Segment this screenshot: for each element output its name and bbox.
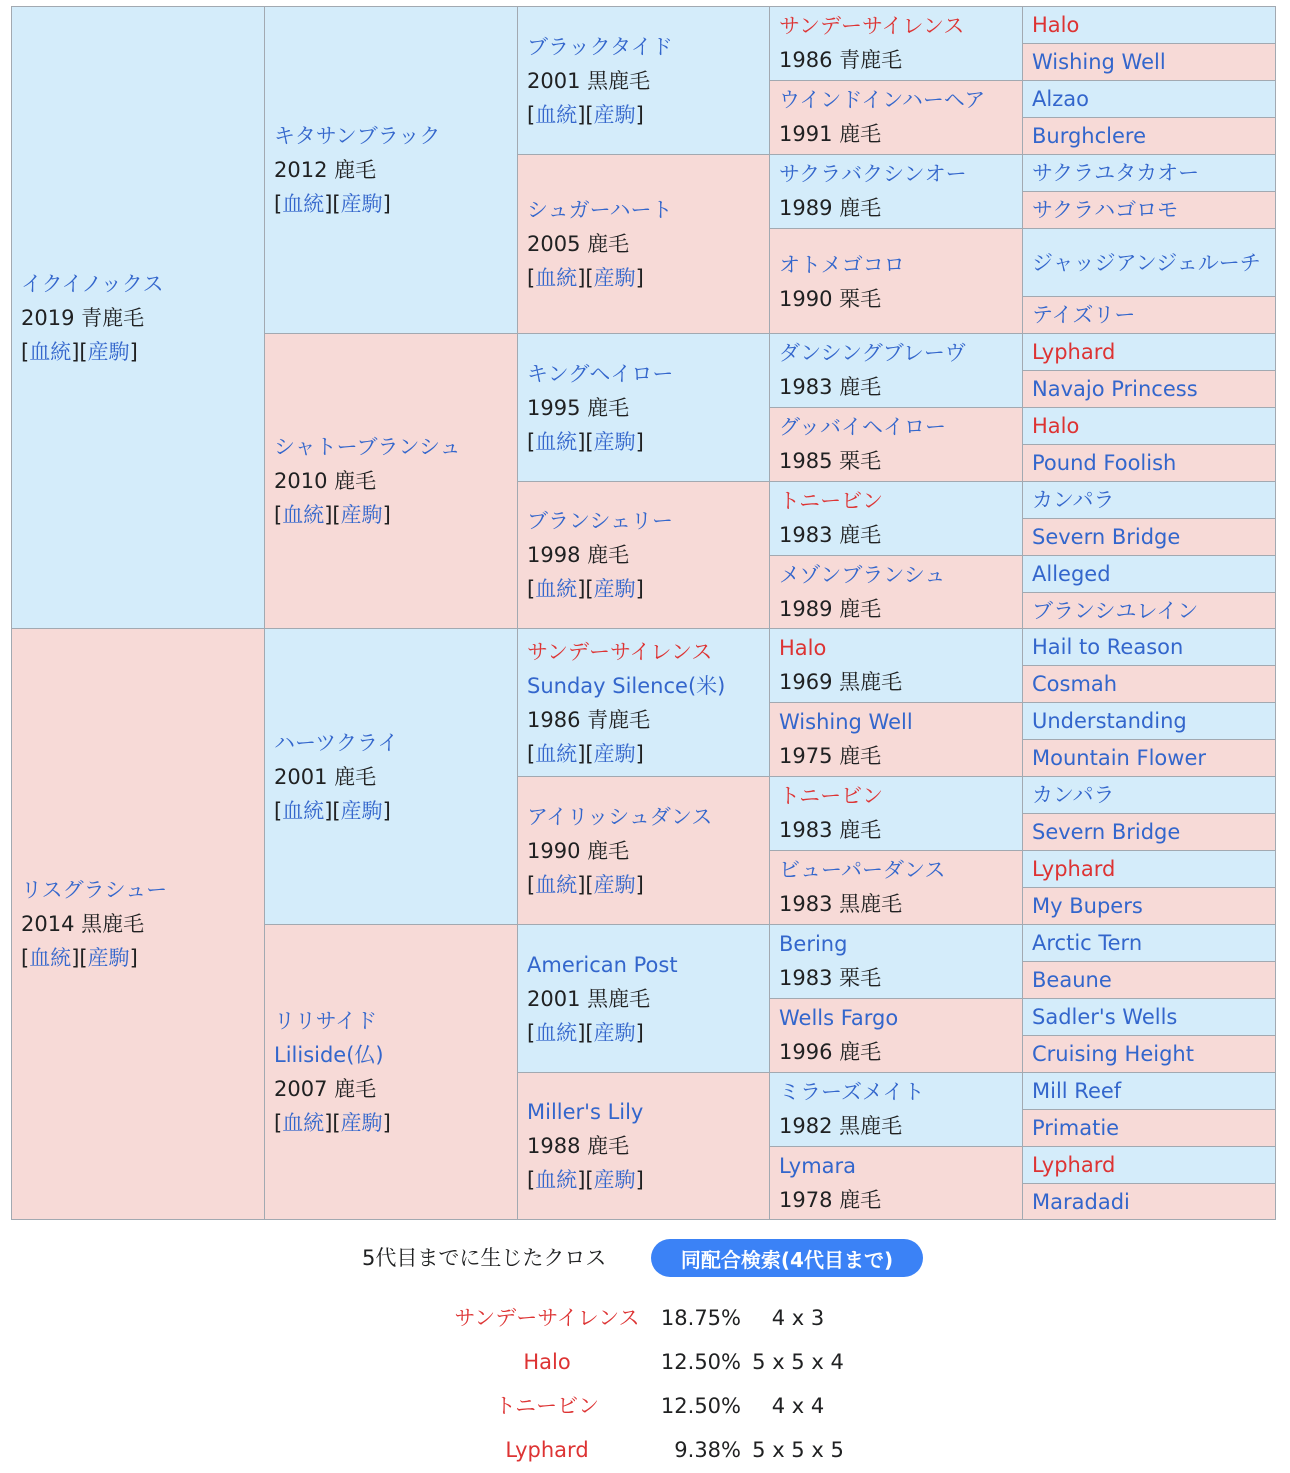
horse-name[interactable]: シャトーブランシュ: [274, 435, 461, 459]
pedigree-links: [血統][産駒]: [274, 798, 391, 823]
pedigree-cell-gen5: [1022, 154, 1276, 192]
horse-name[interactable]: サンデーサイレンス: [779, 14, 965, 38]
pedigree-cell-gen3: [517, 1072, 770, 1220]
horse-name[interactable]: サクラハゴロモ: [1032, 198, 1179, 222]
pedigree-cell-gen4: [769, 850, 1023, 925]
pedigree-cell-gen5: [1022, 924, 1276, 962]
horse-name[interactable]: イクイノックス: [21, 271, 164, 296]
bloodline-link[interactable]: 血統: [282, 798, 325, 823]
pedigree-cell-gen4: [769, 702, 1023, 777]
cross-percent: 12.50%: [660, 1350, 741, 1374]
pedigree-links: [血統][産駒]: [21, 339, 138, 364]
horse-info: 1983 栗毛: [779, 966, 882, 990]
bloodline-link[interactable]: 血統: [282, 192, 325, 216]
pedigree-cell-gen3: [517, 154, 770, 334]
pedigree-cell-gen4: [769, 481, 1023, 556]
pedigree-cell-gen4: [769, 998, 1023, 1073]
horse-name[interactable]: Lyphard: [1032, 857, 1116, 881]
horse-info: 1986 青鹿毛: [527, 707, 651, 732]
horse-name[interactable]: Wishing Well: [1032, 50, 1166, 74]
same-mating-search-button[interactable]: 同配合検索(4代目まで): [651, 1239, 923, 1277]
horse-name[interactable]: Maradadi: [1032, 1189, 1130, 1214]
offspring-link[interactable]: 産駒: [593, 429, 636, 454]
horse-info: 1983 鹿毛: [779, 523, 882, 547]
horse-name[interactable]: Halo: [779, 636, 827, 660]
pedigree-cell-gen4: [769, 80, 1023, 155]
horse-info: 2005 鹿毛: [527, 232, 630, 256]
pedigree-links: [血統][産駒]: [527, 266, 644, 290]
pedigree-cell-gen4: [769, 228, 1023, 334]
pedigree-cell-gen4: [769, 333, 1023, 408]
bloodline-link[interactable]: 血統: [29, 339, 72, 364]
pedigree-cell-gen5: [1022, 555, 1276, 593]
pedigree-cell-gen3: [517, 776, 770, 925]
pedigree-cell-gen5: [1022, 850, 1276, 888]
pedigree-cell-gen5: [1022, 887, 1276, 925]
pedigree-cell-gen2: [264, 6, 518, 334]
horse-info: 1985 栗毛: [779, 449, 882, 473]
cross-percent: 18.75%: [660, 1306, 741, 1330]
horse-info: 1983 黒鹿毛: [779, 892, 903, 916]
horse-info: 1983 鹿毛: [779, 375, 882, 399]
pedigree-cell-gen2: [264, 924, 518, 1220]
pedigree-links: [血統][産駒]: [527, 1168, 644, 1192]
pedigree-cell-gen5: [1022, 370, 1276, 408]
horse-info: 1982 黒鹿毛: [779, 1114, 903, 1138]
horse-name[interactable]: リリサイド: [274, 1009, 378, 1033]
pedigree-cell-gen5: [1022, 481, 1276, 519]
horse-name[interactable]: サクラユタカオー: [1032, 161, 1200, 185]
cross-horse-name[interactable]: Halo: [523, 1350, 571, 1374]
horse-name[interactable]: Pound Foolish: [1032, 451, 1177, 475]
pedigree-cell-gen5: [1022, 296, 1276, 334]
pedigree-links: [血統][産駒]: [274, 503, 391, 527]
horse-name[interactable]: Burghclere: [1032, 124, 1147, 148]
horse-name[interactable]: グッバイヘイロー: [779, 415, 946, 439]
horse-info: 1975 鹿毛: [779, 744, 882, 768]
pedigree-cell-dam: [11, 628, 265, 1220]
horse-info: 1983 鹿毛: [779, 818, 882, 842]
cross-percent: 12.50%: [660, 1394, 741, 1418]
horse-name[interactable]: Bering: [779, 932, 848, 956]
offspring-link[interactable]: 産駒: [593, 1168, 636, 1192]
horse-name[interactable]: ウインドインハーヘア: [779, 88, 986, 112]
pedigree-cell-gen5: [1022, 961, 1276, 999]
horse-name[interactable]: Lyphard: [1032, 340, 1116, 364]
horse-name[interactable]: My Bupers: [1032, 894, 1143, 918]
offspring-link[interactable]: 産駒: [87, 946, 130, 970]
offspring-link[interactable]: 産駒: [340, 503, 383, 527]
cross-generations: 5 x 5 x 5: [752, 1438, 844, 1462]
horse-name[interactable]: キングヘイロー: [527, 361, 674, 386]
horse-info: 2007 鹿毛: [274, 1077, 377, 1101]
pedigree-cell-gen5: [1022, 702, 1276, 740]
horse-name[interactable]: Severn Bridge: [1032, 820, 1181, 844]
horse-name-foreign[interactable]: Liliside(仏): [274, 1043, 384, 1067]
horse-name[interactable]: Hail to Reason: [1032, 635, 1184, 659]
horse-name[interactable]: ブランシユレイン: [1032, 598, 1199, 623]
horse-name[interactable]: Wishing Well: [779, 710, 913, 734]
horse-info: 2019 青鹿毛: [21, 305, 145, 330]
horse-name[interactable]: メゾンブランシュ: [779, 563, 946, 587]
cross-percent: 9.38%: [674, 1438, 741, 1462]
bloodline-link[interactable]: 血統: [535, 1020, 578, 1045]
horse-name[interactable]: ビューパーダンス: [779, 858, 946, 882]
horse-name[interactable]: ミラーズメイト: [779, 1080, 925, 1104]
pedigree-cell-gen5: [1022, 739, 1276, 777]
pedigree-cell-gen3: [517, 628, 770, 777]
pedigree-cell-gen5: [1022, 228, 1276, 297]
horse-name[interactable]: ブランシェリー: [527, 509, 674, 533]
horse-name[interactable]: Halo: [1032, 13, 1080, 37]
bloodline-link[interactable]: 血統: [29, 946, 72, 970]
pedigree-cell-gen3: [517, 333, 770, 482]
pedigree-cell-gen4: [769, 154, 1023, 229]
cross-row: [0, 1300, 1290, 1336]
horse-info: 2001 黒鹿毛: [527, 986, 651, 1011]
horse-info: 1995 鹿毛: [527, 395, 630, 420]
pedigree-cell-gen5: [1022, 1183, 1276, 1220]
bloodline-link[interactable]: 血統: [535, 577, 578, 601]
pedigree-links: [血統][産駒]: [527, 872, 644, 897]
horse-info: 2001 黒鹿毛: [527, 68, 651, 93]
offspring-link[interactable]: 産駒: [593, 872, 636, 897]
horse-name-foreign[interactable]: Sunday Silence(米): [527, 673, 726, 698]
horse-name[interactable]: Cosmah: [1032, 672, 1118, 696]
horse-name[interactable]: Mill Reef: [1032, 1079, 1122, 1103]
bloodline-link[interactable]: 血統: [535, 741, 578, 766]
horse-name[interactable]: キタサンブラック: [274, 124, 441, 148]
pedigree-cell-gen5: [1022, 628, 1276, 666]
offspring-link[interactable]: 産駒: [593, 102, 636, 127]
horse-name[interactable]: アイリッシュダンス: [527, 804, 713, 829]
bloodline-link[interactable]: 血統: [535, 102, 578, 127]
horse-name[interactable]: リスグラシュー: [21, 878, 168, 902]
horse-info: 2010 鹿毛: [274, 469, 377, 493]
cross-horse-name[interactable]: Lyphard: [505, 1438, 589, 1462]
bloodline-link[interactable]: 血統: [535, 872, 578, 897]
horse-name[interactable]: Halo: [1032, 414, 1080, 438]
horse-name[interactable]: サンデーサイレンス: [527, 639, 713, 664]
pedigree-links: [血統][産駒]: [527, 429, 644, 454]
horse-name[interactable]: トニービン: [779, 784, 884, 808]
pedigree-cell-gen4: [769, 1146, 1023, 1220]
pedigree-cell-gen5: [1022, 592, 1276, 629]
bloodline-link[interactable]: 血統: [535, 1168, 578, 1192]
pedigree-table: [11, 6, 1276, 1219]
pedigree-cell-gen3: [517, 924, 770, 1073]
horse-name[interactable]: Alleged: [1032, 562, 1111, 586]
cross-horse-name[interactable]: トニービン: [494, 1394, 600, 1418]
pedigree-links: [血統][産駒]: [527, 1020, 644, 1045]
pedigree-links: [血統][産駒]: [527, 577, 644, 601]
pedigree-cell-gen3: [517, 481, 770, 629]
offspring-link[interactable]: 産駒: [593, 1020, 636, 1045]
bloodline-link[interactable]: 血統: [535, 266, 578, 290]
offspring-link[interactable]: 産駒: [340, 1111, 383, 1135]
horse-name[interactable]: ハーツクライ: [274, 730, 399, 755]
horse-name[interactable]: カンパラ: [1032, 488, 1115, 512]
pedigree-cell-gen5: [1022, 6, 1276, 44]
horse-name[interactable]: Mountain Flower: [1032, 746, 1206, 770]
pedigree-links: [血統][産駒]: [527, 741, 644, 766]
horse-info: 1990 鹿毛: [527, 838, 630, 863]
offspring-link[interactable]: 産駒: [593, 266, 636, 290]
horse-name[interactable]: テイズリー: [1032, 303, 1136, 327]
pedigree-cell-gen2: [264, 628, 518, 925]
pedigree-cell-gen3: [517, 6, 770, 155]
horse-name[interactable]: Lymara: [779, 1154, 857, 1178]
horse-info: 1990 栗毛: [779, 287, 882, 311]
horse-info: 2014 黒鹿毛: [21, 912, 145, 936]
offspring-link[interactable]: 産駒: [593, 741, 636, 766]
pedigree-links: [血統][産駒]: [274, 1111, 391, 1135]
horse-name[interactable]: トニービン: [779, 489, 884, 513]
bloodline-link[interactable]: 血統: [535, 429, 578, 454]
pedigree-cell-sire: [11, 6, 265, 629]
horse-name[interactable]: Wells Fargo: [779, 1006, 899, 1030]
pedigree-cell-gen4: [769, 776, 1023, 851]
horse-name[interactable]: Primatie: [1032, 1116, 1120, 1140]
horse-name[interactable]: Understanding: [1032, 709, 1187, 733]
pedigree-cell-gen5: [1022, 518, 1276, 556]
cross-generations: 5 x 5 x 4: [752, 1350, 844, 1374]
inbreeding-cross-section: [0, 1230, 1290, 1473]
horse-info: 2001 鹿毛: [274, 764, 377, 789]
offspring-link[interactable]: 産駒: [340, 192, 383, 216]
horse-name[interactable]: Beaune: [1032, 968, 1112, 992]
cross-row: [0, 1344, 1290, 1380]
pedigree-cell-gen5: [1022, 117, 1276, 155]
horse-info: 1986 青鹿毛: [779, 48, 903, 72]
pedigree-links: [血統][産駒]: [274, 192, 391, 216]
cross-row: [0, 1388, 1290, 1424]
offspring-link[interactable]: 産駒: [87, 339, 130, 364]
pedigree-cell-gen5: [1022, 407, 1276, 445]
pedigree-cell-gen5: [1022, 998, 1276, 1036]
horse-name[interactable]: オトメゴコロ: [779, 253, 905, 277]
pedigree-links: [血統][産駒]: [527, 102, 644, 127]
horse-name[interactable]: American Post: [527, 952, 678, 977]
pedigree-cell-gen4: [769, 628, 1023, 703]
horse-info: 1989 鹿毛: [779, 196, 882, 220]
pedigree-cell-gen5: [1022, 43, 1276, 81]
horse-info: 1988 鹿毛: [527, 1134, 630, 1158]
horse-name[interactable]: ブラックタイド: [527, 34, 673, 59]
horse-name[interactable]: サクラバクシンオー: [779, 162, 967, 186]
bloodline-link[interactable]: 血統: [282, 503, 325, 527]
pedigree-cell-gen4: [769, 6, 1023, 81]
cross-generations: 4 x 4: [771, 1394, 825, 1418]
pedigree-cell-gen5: [1022, 1109, 1276, 1147]
cross-title: 5代目までに生じたクロス: [362, 1246, 607, 1270]
pedigree-cell-gen5: [1022, 191, 1276, 229]
horse-name[interactable]: Lyphard: [1032, 1153, 1116, 1177]
horse-name[interactable]: Alzao: [1032, 87, 1089, 111]
horse-name[interactable]: Severn Bridge: [1032, 525, 1181, 549]
pedigree-cell-gen4: [769, 924, 1023, 999]
pedigree-cell-gen4: [769, 555, 1023, 629]
offspring-link[interactable]: 産駒: [340, 798, 383, 823]
horse-info: 1996 鹿毛: [779, 1040, 882, 1064]
horse-name[interactable]: Arctic Tern: [1032, 931, 1143, 955]
horse-info: 1969 黒鹿毛: [779, 670, 903, 694]
horse-name[interactable]: Sadler's Wells: [1032, 1005, 1178, 1029]
horse-info: 1998 鹿毛: [527, 543, 630, 567]
pedigree-cell-gen5: [1022, 665, 1276, 703]
pedigree-cell-gen5: [1022, 80, 1276, 118]
pedigree-cell-gen2: [264, 333, 518, 629]
horse-info: 1991 鹿毛: [779, 122, 882, 146]
horse-name[interactable]: Cruising Height: [1032, 1042, 1194, 1066]
horse-name[interactable]: シュガーハート: [527, 198, 673, 222]
cross-generations: 4 x 3: [771, 1306, 825, 1330]
offspring-link[interactable]: 産駒: [593, 577, 636, 601]
horse-name[interactable]: ダンシングブレーヴ: [779, 341, 966, 365]
pedigree-cell-gen5: [1022, 776, 1276, 814]
pedigree-cell-gen4: [769, 407, 1023, 482]
horse-info: 1989 鹿毛: [779, 597, 882, 621]
pedigree-cell-gen5: [1022, 1035, 1276, 1073]
horse-name[interactable]: カンパラ: [1032, 783, 1115, 807]
pedigree-links: [血統][産駒]: [21, 946, 138, 970]
horse-name[interactable]: ジャッジアンジェルーチ: [1032, 250, 1261, 275]
horse-name[interactable]: Miller's Lily: [527, 1100, 644, 1124]
pedigree-cell-gen4: [769, 1072, 1023, 1147]
cross-horse-name[interactable]: サンデーサイレンス: [454, 1306, 640, 1330]
pedigree-cell-gen5: [1022, 813, 1276, 851]
cross-row: [0, 1432, 1290, 1468]
pedigree-cell-gen5: [1022, 1072, 1276, 1110]
pedigree-cell-gen5: [1022, 333, 1276, 371]
horse-info: 1978 鹿毛: [779, 1188, 882, 1212]
horse-info: 2012 鹿毛: [274, 158, 377, 182]
horse-name[interactable]: Navajo Princess: [1032, 377, 1198, 401]
pedigree-cell-gen5: [1022, 444, 1276, 482]
bloodline-link[interactable]: 血統: [282, 1111, 325, 1135]
pedigree-cell-gen5: [1022, 1146, 1276, 1184]
